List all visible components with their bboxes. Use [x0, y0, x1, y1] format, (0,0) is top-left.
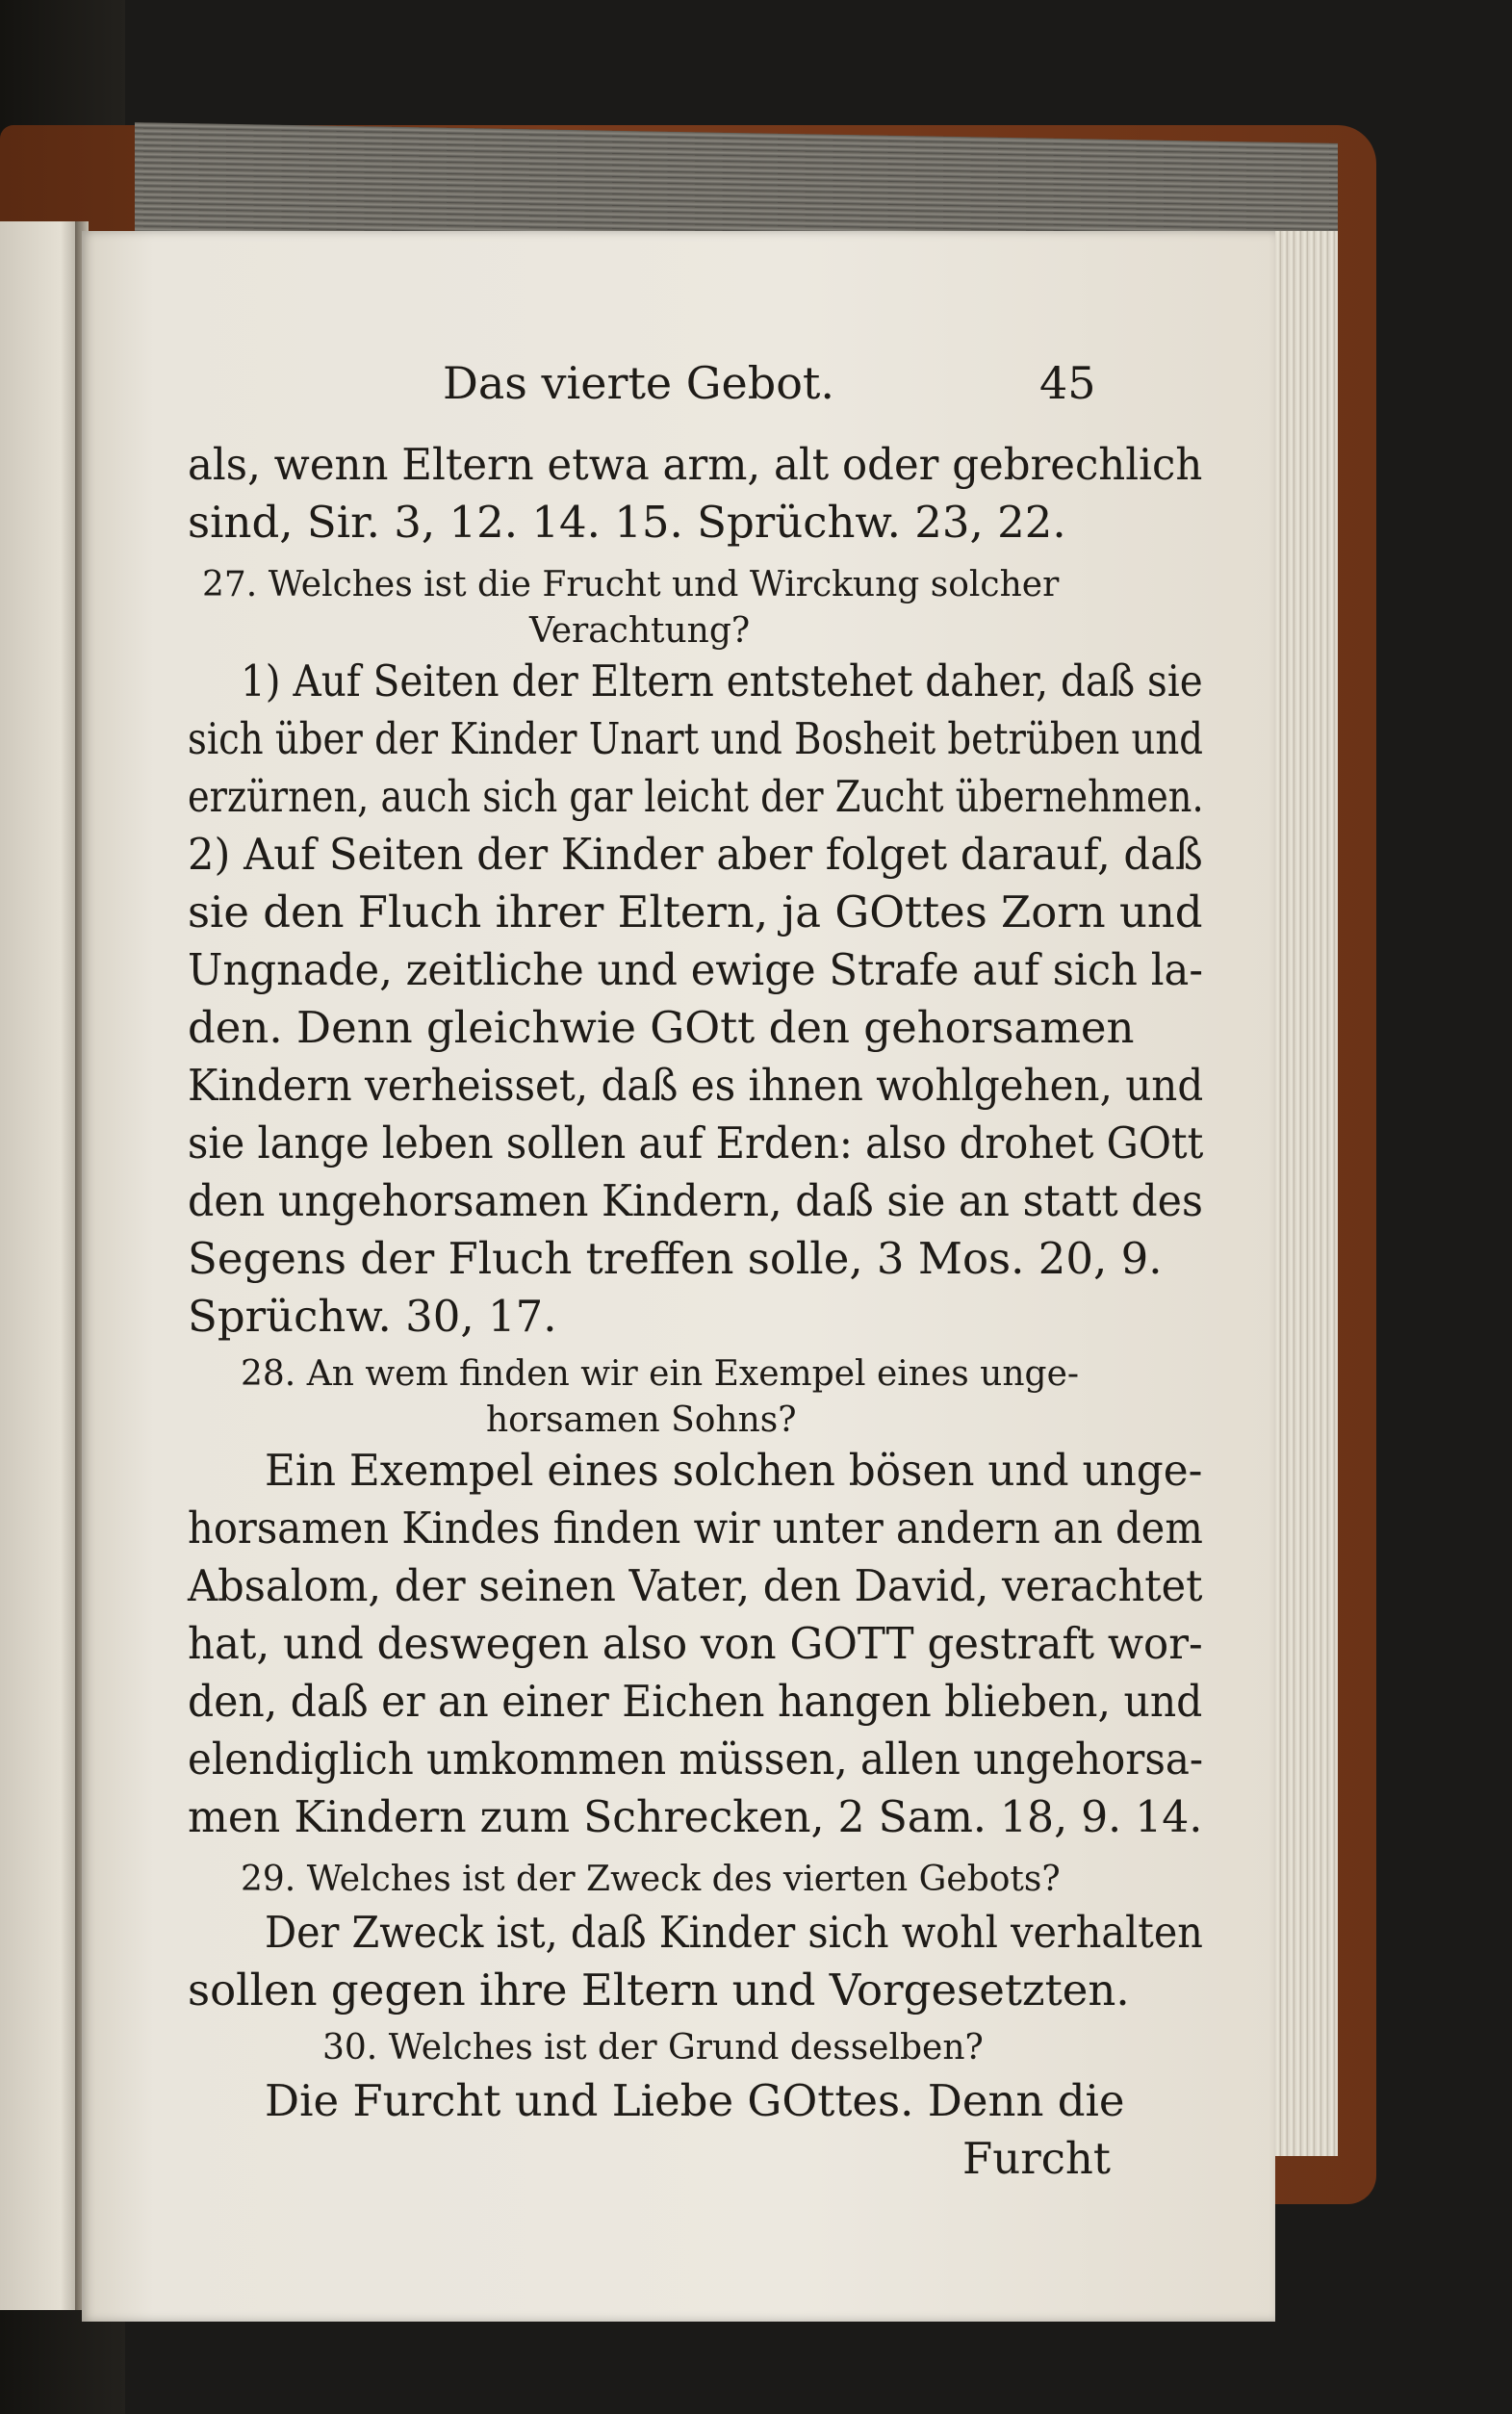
question-line: horsamen Sohns?: [486, 1400, 797, 1440]
text-line: Der Zweck ist, daß Kinder sich wohl verhalten: [265, 1907, 1203, 1958]
question-line: 27. Welches ist die Frucht und Wirckung solcher: [202, 565, 1060, 604]
text-line: 1) Auf Seiten der Eltern entstehet daher, daß sie: [241, 655, 1203, 706]
text-line: Ein Exempel eines solchen bösen und unge-: [265, 1445, 1203, 1496]
text-line: sollen gegen ihre Eltern und Vorgesetzten.: [188, 1965, 1130, 2016]
text-line: 2) Auf Seiten der Kinder aber folget darauf, daß: [188, 829, 1203, 880]
text-line: den ungehorsamen Kindern, daß sie an statt des: [188, 1175, 1203, 1226]
text-line: sie den Fluch ihrer Eltern, ja GOttes Zorn und: [188, 886, 1203, 937]
question-line: 28. An wem finden wir ein Exempel eines unge-: [241, 1354, 1080, 1394]
text-line: sie lange leben sollen auf Erden: also drohet GOtt: [188, 1117, 1204, 1168]
left-page: [0, 221, 87, 2310]
text-line: Ungnade, zeitliche und ewige Strafe auf sich la-: [188, 944, 1203, 995]
text-line: sich über der Kinder Unart und Bosheit betrüben und: [188, 713, 1203, 764]
question-line: 30. Welches ist der Grund desselben?: [322, 2028, 984, 2067]
page-number: 45: [1039, 357, 1096, 409]
text-line: Sprüchw. 30, 17.: [188, 1291, 557, 1342]
text-line: hat, und deswegen also von GOTT gestraft wor-: [188, 1618, 1203, 1669]
text-line: sind, Sir. 3, 12. 14. 15. Sprüchw. 23, 22.: [188, 497, 1066, 548]
right-page: [82, 231, 1275, 2322]
text-line: horsamen Kindes finden wir unter andern an dem: [188, 1502, 1203, 1554]
question-line: Verachtung?: [529, 611, 751, 651]
question-line: 29. Welches ist der Zweck des vierten Gebots?: [241, 1860, 1061, 1899]
text-line: Absalom, der seinen Vater, den David, verachtet: [188, 1560, 1203, 1611]
text-line: als, wenn Eltern etwa arm, alt oder gebrechlich: [188, 439, 1203, 490]
catchword: Furcht: [962, 2133, 1111, 2184]
text-line: den, daß er an einer Eichen hangen blieben, und: [188, 1676, 1203, 1727]
text-line: den. Denn gleichwie GOtt den gehorsamen: [188, 1002, 1135, 1053]
text-line: erzürnen, auch sich gar leicht der Zucht übernehmen.: [188, 771, 1204, 822]
text-line: Kindern verheisset, daß es ihnen wohlgehen, und: [188, 1060, 1204, 1111]
running-header: Das vierte Gebot.: [443, 357, 834, 409]
text-line: elendiglich umkommen müssen, allen ungehorsa-: [188, 1733, 1204, 1785]
text-line: Die Furcht und Liebe GOttes. Denn die: [265, 2075, 1125, 2126]
text-line: men Kindern zum Schrecken, 2 Sam. 18, 9. 14.: [188, 1791, 1203, 1842]
text-line: Segens der Fluch treffen solle, 3 Mos. 20, 9.: [188, 1233, 1163, 1284]
